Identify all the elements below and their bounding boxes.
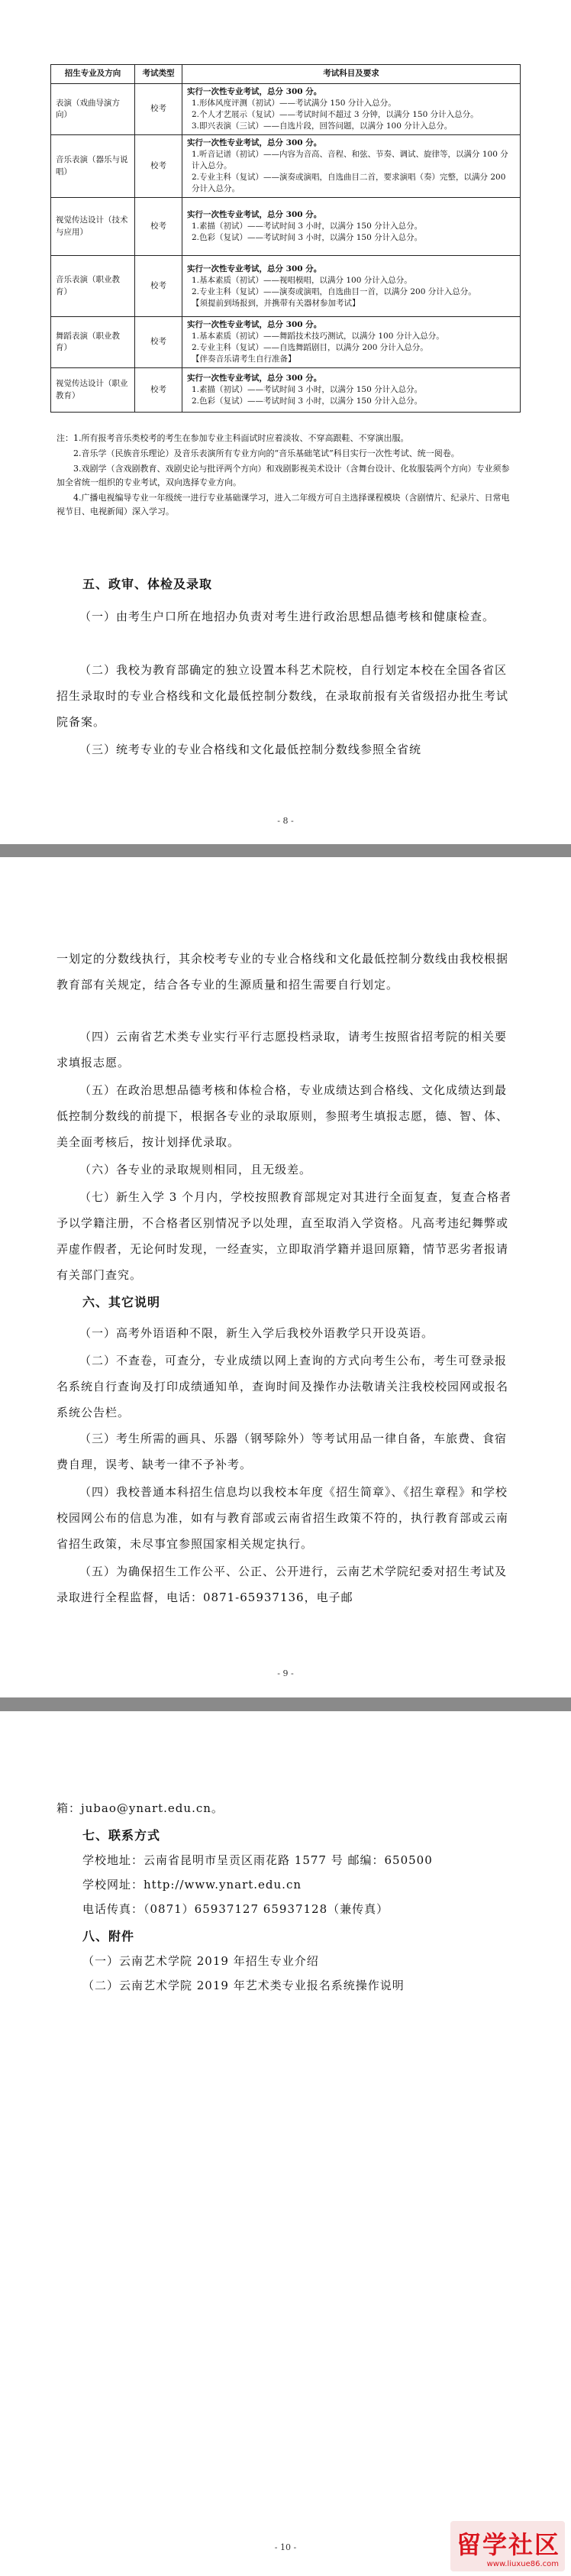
requirement-line: 【须提前到场报到，并携带有关器材参加考试】 (192, 298, 360, 308)
exam-type-cell: 校考 (135, 256, 182, 317)
exam-type-cell: 校考 (135, 198, 182, 256)
section-heading: 五、政审、体检及录取 (82, 577, 213, 591)
requirements-lead: 实行一次性专业考试，总分 300 分。 (187, 374, 322, 383)
requirements-cell (182, 368, 521, 413)
table-row (51, 368, 521, 413)
document-page-9 (0, 857, 571, 1697)
requirement-line: 2.专业主科（复试）——演奏或演唱，自选曲目二首，要求演唱（奏）完整，以满分 200 分计入总分。 (192, 173, 506, 193)
requirement-line: 1.素描（初试）——考试时间 3 小时，以满分 150 分计入总分。 (192, 385, 423, 394)
table-header-cell: 考试类型 (135, 65, 182, 84)
page-number: - 9 - (277, 1668, 294, 1678)
table-row (51, 198, 521, 256)
requirements-lead: 实行一次性专业考试，总分 300 分。 (187, 87, 322, 96)
contact-phone: 电话传真：（0871）65937127 65937128（兼传真） (82, 1902, 389, 1916)
body-paragraph: （三）考生所需的画具、乐器（钢琴除外）等考试用品一律自备，车旅费、食宿费自理，误考、缺考一律不予补考。 (56, 1432, 508, 1471)
requirement-line: 【伴奏音乐请考生自行准备】 (192, 354, 296, 364)
requirements-lead: 实行一次性专业考试，总分 300 分。 (187, 264, 322, 273)
attachment-item: （一）云南艺术学院 2019 年招生专业介绍 (82, 1954, 319, 1968)
section-heading: 八、附件 (82, 1929, 135, 1943)
exam-type-cell: 校考 (135, 135, 182, 198)
note-item: 注：1.所有报考音乐类校考的考生在参加专业主科面试时应着淡妆、不穿高跟鞋、不穿演出服。 (56, 433, 409, 443)
requirement-line: 2.色彩（复试）——考试时间 3 小时，以满分 150 分计入总分。 (192, 396, 423, 406)
contact-website: 学校网址：http://www.ynart.edu.cn (82, 1878, 302, 1892)
body-paragraph: （二）不查卷，可查分，专业成绩以网上查询的方式向考生公布，考生可登录报名系统自行查询及打印成绩通知单，查询时间及操作办法敬请关注我校校园网或报名系统公告栏。 (56, 1354, 509, 1419)
body-paragraph: （五）为确保招生工作公平、公正、公开进行，云南艺术学院纪委对招生考试及录取进行全程监督，电话：0871-65937136，电子邮 (56, 1565, 508, 1604)
body-paragraph: （六）各专业的录取规则相同，且无级差。 (79, 1163, 312, 1176)
note-item: 4.广播电视编导专业一年级统一进行专业基础课学习，进入二年级方可自主选择课程模块（含剧情片、纪录片、日常电视节目、电视新闻）深入学习。 (56, 493, 510, 516)
requirement-line: 2.色彩（复试）——考试时间 3 小时，以满分 150 分计入总分。 (192, 233, 423, 242)
contact-address: 学校地址：云南省昆明市呈贡区雨花路 1577 号 邮编：650500 (82, 1853, 433, 1867)
section-heading: 六、其它说明 (82, 1295, 161, 1309)
note-item: 2.音乐学（民族音乐理论）及音乐表演所有专业方向的“音乐基础笔试”科目实行一次性考试、统一阅卷。 (73, 448, 460, 458)
requirement-line: 2.专业主科（复试）——自选舞蹈剧目，以满分 200 分计入总分。 (192, 343, 428, 352)
major-cell: 表演（戏曲导演方向） (51, 84, 135, 135)
table-row (51, 317, 521, 368)
note-item: 3.戏剧学（含戏剧教育、戏剧史论与批评两个方向）和戏剧影视美术设计（含舞台设计、化妆服装两个方向）专业须参加全省统一组织的专业考试，双向选择专业方向。 (56, 464, 510, 487)
major-cell: 视觉传达设计（职业教育） (51, 368, 135, 413)
body-paragraph: （二）我校为教育部确定的独立设置本科艺术院校，自行划定本校在全国各省区招生录取时的专业合格线和文化最低控制分数线，在录取前报有关省级招办批生考试院备案。 (56, 663, 509, 729)
watermark-url: www.liuxue86.com (486, 2560, 559, 2568)
table-notes (56, 432, 518, 520)
table-header-row (51, 65, 521, 84)
body-paragraph: 一划定的分数线执行，其余校考专业的专业合格线和文化最低控制分数线由我校根据教育部有关规定，结合各专业的生源质量和招生需要自行划定。 (56, 952, 509, 992)
body-paragraph: （五）在政治思想品德考核和体检合格，专业成绩达到合格线、文化成绩达到最低控制分数线的前提下，根据各专业的录取原则，参照考生填报志愿，德、智、体、美全面考核后，按计划择优录取。 (56, 1083, 509, 1149)
major-cell: 舞蹈表演（职业教育） (51, 317, 135, 368)
page-number: - 10 - (274, 2542, 297, 2552)
body-paragraph: （四）云南省艺术类专业实行平行志愿投档录取，请考生按照省招考院的相关要求填报志愿。 (56, 1030, 508, 1070)
section-heading: 七、联系方式 (82, 1828, 161, 1843)
requirement-line: 1.形体风度评测（初试）——考试满分 150 分计入总分。 (192, 99, 396, 108)
table-header-cell: 招生专业及方向 (51, 65, 135, 84)
requirements-lead: 实行一次性专业考试，总分 300 分。 (187, 320, 322, 329)
major-cell: 音乐表演（职业教育） (51, 256, 135, 317)
exam-type-cell: 校考 (135, 317, 182, 368)
table-row (51, 135, 521, 198)
document-page-8 (0, 0, 571, 844)
body-paragraph: （一）由考生户口所在地招办负责对考生进行政治思想品德考核和健康检查。 (79, 610, 495, 623)
requirements-lead: 实行一次性专业考试，总分 300 分。 (187, 210, 322, 219)
major-cell: 视觉传达设计（技术与应用） (51, 198, 135, 256)
table-row (51, 256, 521, 317)
requirements-cell (182, 198, 521, 256)
table-row (51, 84, 521, 135)
requirement-line: 1.基本素质（初试）——舞蹈技术技巧测试，以满分 100 分计入总分。 (192, 332, 444, 341)
body-paragraph: 箱：jubao@ynart.edu.cn。 (56, 1801, 224, 1815)
body-paragraph: （四）我校普通本科招生信息均以我校本年度《招生简章》、《招生章程》和学校校园网公布的信息为准，如有与教育部或云南省招生政策不符的，执行教育部或云南省招生政策，未尽事宜参照国家相关规定执行。 (56, 1485, 509, 1551)
requirements-lead: 实行一次性专业考试，总分 300 分。 (187, 138, 322, 147)
requirements-cell (182, 84, 521, 135)
attachment-item: （二）云南艺术学院 2019 年艺术类专业报名系统操作说明 (82, 1979, 405, 1992)
requirement-line: 2.专业主科（复试）——演奏或演唱，自选曲目一首，以满分 200 分计入总分。 (192, 286, 476, 296)
body-paragraph: （三）统考专业的专业合格线和文化最低控制分数线参照全省统 (79, 743, 422, 756)
site-watermark-logo (450, 2521, 565, 2571)
admission-exam-table (50, 64, 521, 413)
table-header-cell: 考试科目及要求 (182, 65, 521, 84)
requirement-line: 1.基本素质（初试）——视唱模唱，以满分 100 分计入总分。 (192, 275, 412, 285)
watermark-text: 留学社区 (456, 2530, 561, 2559)
exam-type-cell: 校考 (135, 84, 182, 135)
requirements-cell (182, 317, 521, 368)
body-paragraph: （七）新生入学 3 个月内，学校按照教育部规定对其进行全面复查，复查合格者予以学籍注册，不合格者区别情况予以处理，直至取消入学资格。凡高考违纪舞弊或弄虚作假者，无论何时发现，一经查实，立即取消学籍并退回原籍，情节恶劣者报请有关部门查究。 (56, 1190, 512, 1282)
exam-type-cell: 校考 (135, 368, 182, 413)
requirement-line: 2.个人才艺展示（复试）——考试时间不超过 3 分钟，以满分 150 分计入总分。 (192, 110, 479, 119)
requirements-cell (182, 135, 521, 198)
requirement-line: 1.素描（初试）——考试时间 3 小时，以满分 150 分计入总分。 (192, 222, 423, 231)
document-page-10 (0, 1711, 571, 2576)
requirement-line: 1.听音记谱（初试）——内容为音高、音程、和弦、节奏、调试、旋律等，以满分 100 分计入总分。 (192, 150, 508, 170)
requirement-line: 3.即兴表演（三试）——自选片段，回答问题，以满分 100 分计入总分。 (192, 121, 453, 131)
major-cell: 音乐表演（器乐与说唱） (51, 135, 135, 198)
requirements-cell (182, 256, 521, 317)
page-number: - 8 - (277, 816, 294, 826)
body-paragraph: （一）高考外语语种不限，新生入学后我校外语教学只开设英语。 (79, 1326, 434, 1340)
